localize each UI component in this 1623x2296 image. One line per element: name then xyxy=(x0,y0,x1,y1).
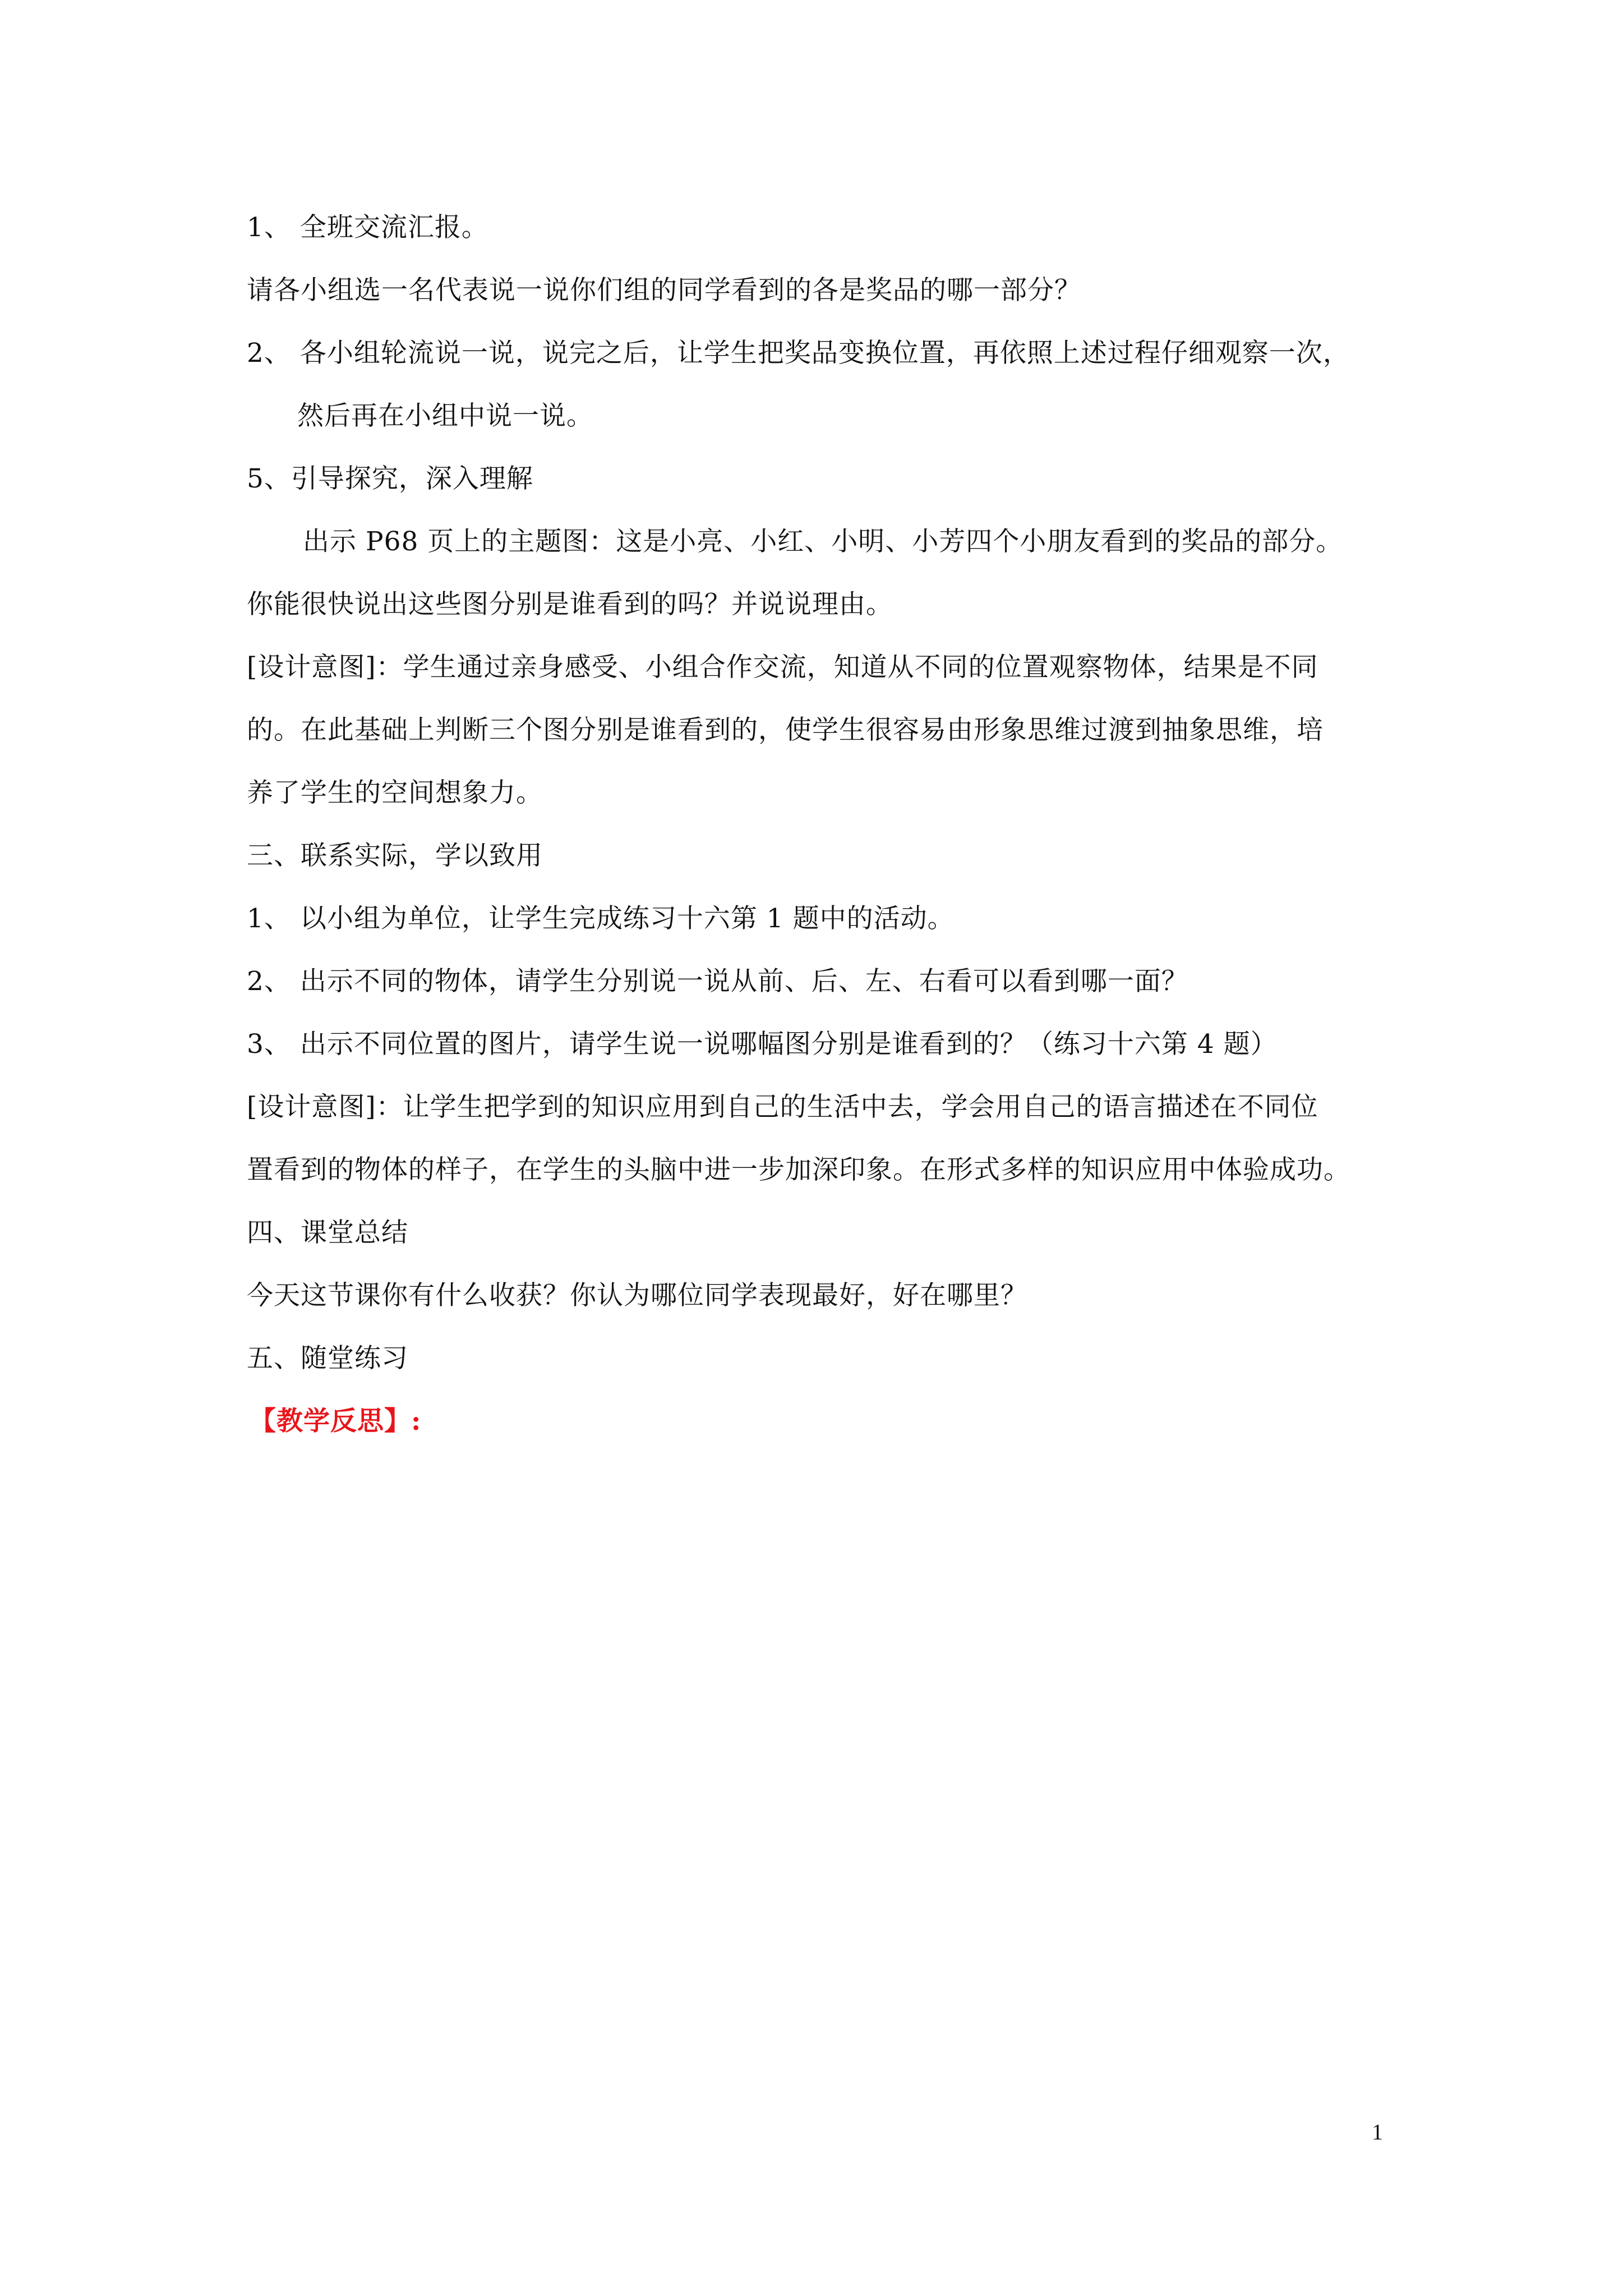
text-line-14: 3、 出示不同位置的图片，请学生说一说哪幅图分别是谁看到的？（练习十六第 4 题） xyxy=(247,1029,1278,1060)
text-line-13: 2、 出示不同的物体，请学生分别说一说从前、后、左、右看可以看到哪一面？ xyxy=(247,966,1188,997)
text-line-1: 1、 全班交流汇报。 xyxy=(247,212,488,243)
text-line-2: 请各小组选一名代表说一说你们组的同学看到的各是奖品的哪一部分？ xyxy=(247,275,1081,306)
design-intent-2-line-2: 置看到的物体的样子，在学生的头脑中进一步加深印象。在形式多样的知识应用中体验成功。 xyxy=(247,1154,1350,1185)
reflection-heading: 【教学反思】: xyxy=(250,1406,422,1437)
design-intent-2-line-1: [设计意图]：让学生把学到的知识应用到自己的生活中去，学会用自己的语言描述在不同位 xyxy=(247,1092,1318,1122)
section-heading-practice: 三、联系实际，学以致用 xyxy=(247,840,543,871)
section-heading-explore: 5、引导探究，深入理解 xyxy=(247,463,533,494)
design-intent-1-line-3: 养了学生的空间想象力。 xyxy=(247,777,543,808)
text-line-3: 2、 各小组轮流说一说，说完之后，让学生把奖品变换位置，再依照上述过程仔细观察一次， xyxy=(247,338,1350,369)
design-intent-1-line-1: [设计意图]：学生通过亲身感受、小组合作交流，知道从不同的位置观察物体，结果是不同 xyxy=(247,652,1318,683)
text-line-4: 然后再在小组中说一说。 xyxy=(297,401,593,431)
page-number: 1 xyxy=(1372,2119,1383,2145)
design-intent-1-line-2: 的。在此基础上判断三个图分别是谁看到的，使学生很容易由形象思维过渡到抽象思维，培 xyxy=(247,715,1324,746)
section-heading-exercise: 五、随堂练习 xyxy=(247,1343,408,1374)
text-line-18: 今天这节课你有什么收获？你认为哪位同学表现最好，好在哪里？ xyxy=(247,1280,1027,1311)
text-line-12: 1、 以小组为单位，让学生完成练习十六第 1 题中的活动。 xyxy=(247,903,955,934)
section-heading-summary: 四、课堂总结 xyxy=(247,1217,408,1248)
text-line-6: 出示 P68 页上的主题图：这是小亮、小红、小明、小芳四个小朋友看到的奖品的部分。 xyxy=(303,526,1343,557)
text-line-7: 你能很快说出这些图分别是谁看到的吗？并说说理由。 xyxy=(247,589,893,620)
